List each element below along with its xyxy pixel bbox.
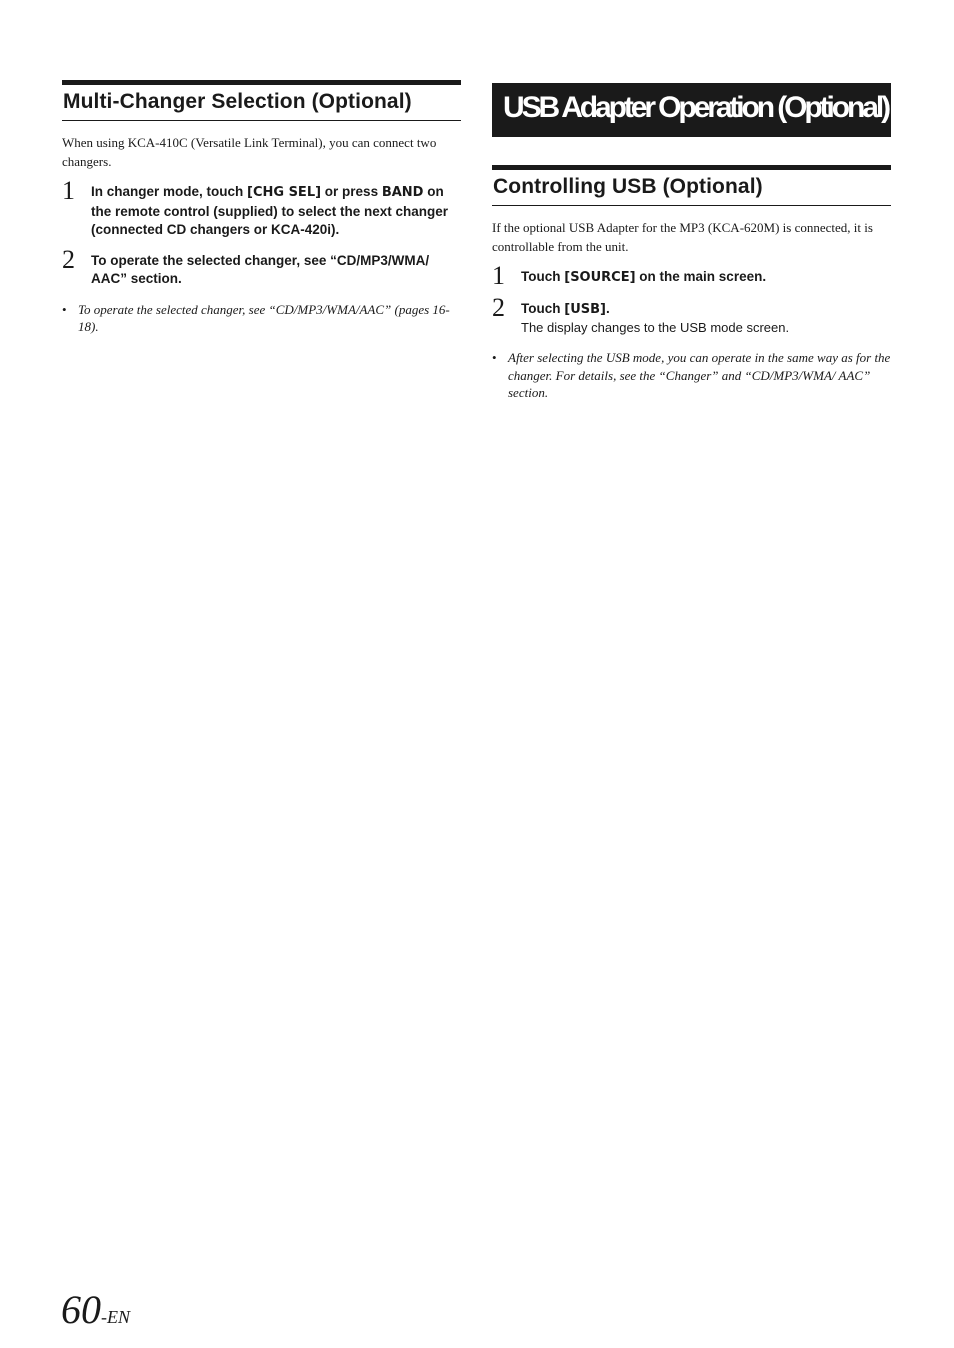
step-text-part: In changer mode, touch <box>91 184 248 199</box>
note <box>62 301 461 336</box>
step-text-part: Touch <box>521 269 565 284</box>
step-text-part: or press <box>321 184 382 199</box>
step-result: The display changes to the USB mode screen. <box>521 320 790 335</box>
step-text-part: on the remote control (supplied) to select the next changer (connected CD changers or KCA-420i). <box>91 184 449 237</box>
bullet-icon: • <box>492 350 497 365</box>
note <box>492 349 891 402</box>
step-text <box>91 183 461 240</box>
band-key-label: BAND <box>381 185 424 200</box>
step-2 <box>492 292 891 338</box>
step-1 <box>492 261 891 290</box>
page-language-suffix: -EN <box>101 1307 130 1327</box>
step-number: 2 <box>492 292 505 322</box>
page-footer <box>61 1288 130 1332</box>
intro-paragraph: When using KCA-410C (Versatile Link Terminal), you can connect two changers. <box>62 135 437 169</box>
left-column <box>62 80 461 336</box>
note-text: After selecting the USB mode, you can operate in the same way as for the changer. For details, see the “Changer” and “CD/MP3/WMA/ AAC” section. <box>508 350 891 400</box>
step-text <box>521 268 891 288</box>
step-1 <box>62 176 461 240</box>
step-text <box>521 300 891 320</box>
section-heading-controlling-usb: Controlling USB (Optional) <box>492 165 891 206</box>
step-number: 1 <box>492 261 505 290</box>
note-text: To operate the selected changer, see “CD/MP3/WMA/AAC” (pages 16-18). <box>78 301 450 334</box>
step-number: 2 <box>62 244 75 274</box>
step-number: 1 <box>62 176 75 205</box>
step-text-part: Touch <box>521 300 565 316</box>
section-heading-multi-changer: Multi-Changer Selection (Optional) <box>62 80 461 121</box>
usb-key-label: [USB] <box>564 301 606 317</box>
intro-paragraph: If the optional USB Adapter for the MP3 (KCA-620M) is connected, it is controllable from the unit. <box>492 220 873 254</box>
page-number: 60 <box>61 1287 101 1332</box>
source-key-label: [SOURCE] <box>564 270 636 285</box>
chg-sel-key-label: [CHG SEL] <box>247 185 322 200</box>
right-column <box>492 80 891 402</box>
step-text-part: on the main screen. <box>635 269 767 284</box>
step-text-part: . <box>605 300 610 316</box>
chapter-banner: USB Adapter Operation (Optional) <box>492 83 891 137</box>
step-text: To operate the selected changer, see “CD/MP3/WMA/ AAC” section. <box>91 252 430 286</box>
step-2 <box>62 244 461 289</box>
bullet-icon: • <box>62 301 67 317</box>
